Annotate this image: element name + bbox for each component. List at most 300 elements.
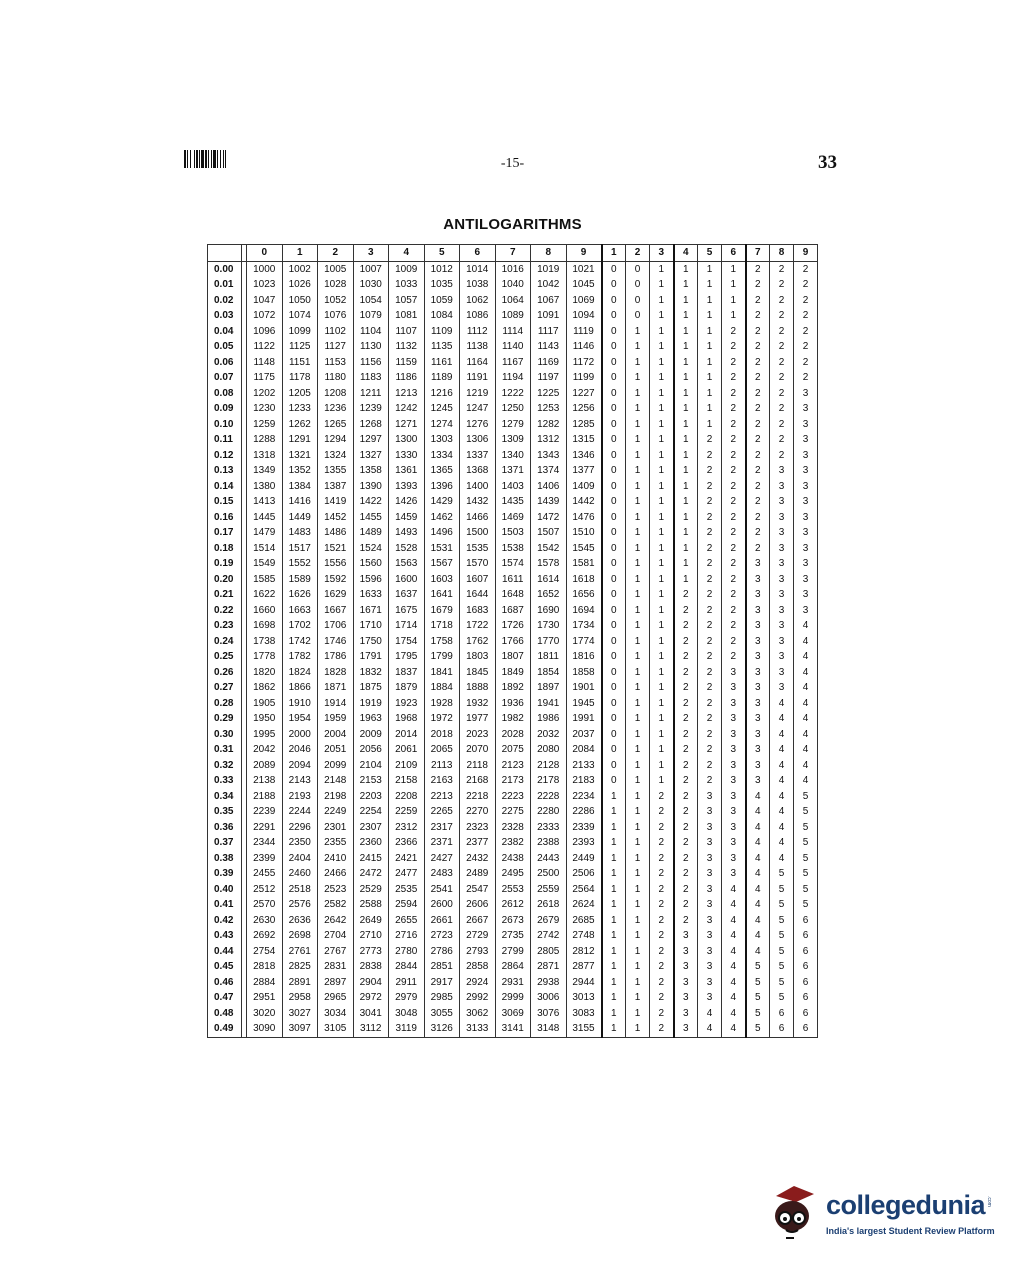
row-label: 0.25 [208,649,242,665]
column-header: 3 [650,245,674,262]
antilog-value-cell: 1862 [247,680,283,696]
antilog-value-cell: 1683 [460,603,496,619]
mean-difference-cell: 5 [746,1006,770,1022]
mean-difference-cell: 1 [674,448,698,464]
antilog-value-cell: 1452 [318,510,354,526]
mean-difference-cell: 1 [650,727,674,743]
antilog-value-cell: 1875 [353,680,389,696]
antilog-value-cell: 1435 [495,494,531,510]
antilog-value-cell: 1991 [566,711,602,727]
antilog-value-cell: 1432 [460,494,496,510]
antilog-value-cell: 1104 [353,324,389,340]
antilog-value-cell: 1897 [531,680,567,696]
mean-difference-cell: 2 [746,494,770,510]
collegedunia-logo [768,1178,998,1250]
mean-difference-cell: 1 [650,587,674,603]
mean-difference-cell: 1 [626,525,650,541]
mean-difference-cell: 5 [794,835,818,851]
table-row [208,541,818,557]
antilog-value-cell: 2328 [495,820,531,836]
column-header: 4 [674,245,698,262]
antilog-value-cell: 1072 [247,308,283,324]
mean-difference-cell: 3 [722,820,746,836]
mean-difference-cell: 4 [794,665,818,681]
row-label: 0.29 [208,711,242,727]
mean-difference-cell: 3 [746,680,770,696]
mean-difference-cell: 3 [674,1021,698,1037]
antilog-value-cell: 2438 [495,851,531,867]
antilog-value-cell: 1928 [424,696,460,712]
mean-difference-cell: 1 [674,339,698,355]
mean-difference-cell: 4 [770,851,794,867]
mean-difference-cell: 0 [602,618,626,634]
antilog-value-cell: 1611 [495,572,531,588]
table-row [208,355,818,371]
mean-difference-cell: 3 [794,417,818,433]
antilog-value-cell: 1549 [247,556,283,572]
table-row [208,587,818,603]
row-label: 0.28 [208,696,242,712]
antilog-value-cell: 1950 [247,711,283,727]
mean-difference-cell: 3 [794,386,818,402]
table-row [208,696,818,712]
mean-difference-cell: 2 [770,355,794,371]
antilog-value-cell: 1352 [282,463,318,479]
mean-difference-cell: 1 [674,401,698,417]
antilog-value-cell: 1828 [318,665,354,681]
antilog-value-cell: 2489 [460,866,496,882]
table-row [208,603,818,619]
antilog-value-cell: 2427 [424,851,460,867]
table-row [208,835,818,851]
antilog-value-cell: 2168 [460,773,496,789]
table-row [208,463,818,479]
antilog-value-cell: 2588 [353,897,389,913]
antilog-value-cell: 1923 [389,696,425,712]
mean-difference-cell: 6 [770,1021,794,1037]
antilog-value-cell: 2333 [531,820,567,836]
antilog-value-cell: 1327 [353,448,389,464]
mean-difference-cell: 4 [770,820,794,836]
antilog-value-cell: 1343 [531,448,567,464]
antilog-value-cell: 1905 [247,696,283,712]
mean-difference-cell: 1 [674,417,698,433]
mean-difference-cell: 4 [722,1006,746,1022]
mean-difference-cell: 2 [698,773,722,789]
mean-difference-cell: 4 [746,913,770,929]
antilog-value-cell: 1968 [389,711,425,727]
mean-difference-cell: 3 [746,742,770,758]
antilog-value-cell: 1081 [389,308,425,324]
antilog-value-cell: 1706 [318,618,354,634]
mean-difference-cell: 0 [602,479,626,495]
antilog-value-cell: 2636 [282,913,318,929]
antilog-value-cell: 1936 [495,696,531,712]
mean-difference-cell: 0 [602,727,626,743]
antilog-value-cell: 2228 [531,789,567,805]
antilog-value-cell: 2032 [531,727,567,743]
mean-difference-cell: 4 [794,727,818,743]
antilog-value-cell: 3148 [531,1021,567,1037]
antilog-value-cell: 1629 [318,587,354,603]
antilog-value-cell: 2891 [282,975,318,991]
antilog-value-cell: 1644 [460,587,496,603]
antilog-value-cell: 1000 [247,261,283,277]
mean-difference-cell: 2 [746,401,770,417]
mean-difference-cell: 0 [602,370,626,386]
antilog-value-cell: 2075 [495,742,531,758]
mean-difference-cell: 1 [650,448,674,464]
antilog-value-cell: 2710 [353,928,389,944]
mean-difference-cell: 2 [674,758,698,774]
mean-difference-cell: 1 [602,975,626,991]
antilog-value-cell: 1167 [495,355,531,371]
mean-difference-cell: 3 [674,1006,698,1022]
antilog-value-cell: 2254 [353,804,389,820]
mean-difference-cell: 2 [746,355,770,371]
mean-difference-cell: 0 [602,401,626,417]
mean-difference-cell: 3 [722,711,746,727]
mean-difference-cell: 4 [746,944,770,960]
mean-difference-cell: 1 [626,866,650,882]
antilog-value-cell: 1021 [566,261,602,277]
antilog-value-cell: 1445 [247,510,283,526]
antilog-value-cell: 1521 [318,541,354,557]
mean-difference-cell: 1 [650,261,674,277]
antilog-value-cell: 1824 [282,665,318,681]
table-row [208,773,818,789]
row-label: 0.07 [208,370,242,386]
column-header: 6 [460,245,496,262]
antilog-value-cell: 1945 [566,696,602,712]
mean-difference-cell: 2 [770,277,794,293]
mean-difference-cell: 0 [602,556,626,572]
antilog-value-cell: 3141 [495,1021,531,1037]
mean-difference-cell: 0 [602,494,626,510]
antilog-value-cell: 1746 [318,634,354,650]
antilog-value-cell: 1130 [353,339,389,355]
mean-difference-cell: 1 [674,355,698,371]
antilog-value-cell: 1507 [531,525,567,541]
mean-difference-cell: 1 [650,618,674,634]
mean-difference-cell: 2 [674,773,698,789]
antilog-value-cell: 3155 [566,1021,602,1037]
mean-difference-cell: 1 [674,510,698,526]
mean-difference-cell: 2 [722,603,746,619]
antilog-value-cell: 1607 [460,572,496,588]
mean-difference-cell: 5 [794,804,818,820]
mean-difference-cell: 4 [698,1006,722,1022]
mean-difference-cell: 4 [722,913,746,929]
mean-difference-cell: 5 [794,866,818,882]
mean-difference-cell: 2 [722,649,746,665]
antilog-value-cell: 1426 [389,494,425,510]
antilog-value-cell: 2213 [424,789,460,805]
mean-difference-cell: 1 [626,355,650,371]
antilog-value-cell: 1233 [282,401,318,417]
mean-difference-cell: 4 [746,882,770,898]
mean-difference-cell: 3 [722,851,746,867]
mean-difference-cell: 1 [698,261,722,277]
table-row [208,711,818,727]
mean-difference-cell: 1 [626,556,650,572]
antilog-value-cell: 3069 [495,1006,531,1022]
mean-difference-cell: 2 [770,261,794,277]
mean-difference-cell: 2 [746,370,770,386]
antilog-value-cell: 1189 [424,370,460,386]
antilog-value-cell: 1472 [531,510,567,526]
antilog-value-cell: 2046 [282,742,318,758]
mean-difference-cell: 4 [770,696,794,712]
mean-difference-cell: 4 [746,835,770,851]
antilog-value-cell: 2350 [282,835,318,851]
antilog-value-cell: 1799 [424,649,460,665]
antilog-value-cell: 1982 [495,711,531,727]
mean-difference-cell: 3 [722,804,746,820]
antilog-value-cell: 1866 [282,680,318,696]
antilog-value-cell: 1112 [460,324,496,340]
mean-difference-cell: 0 [602,572,626,588]
mean-difference-cell: 0 [602,355,626,371]
mean-difference-cell: 2 [674,603,698,619]
antilog-value-cell: 1871 [318,680,354,696]
mean-difference-cell: 1 [674,494,698,510]
antilog-value-cell: 1778 [247,649,283,665]
mean-difference-cell: 2 [746,525,770,541]
antilog-value-cell: 1750 [353,634,389,650]
mean-difference-cell: 2 [794,370,818,386]
antilog-value-cell: 1442 [566,494,602,510]
mean-difference-cell: 3 [746,711,770,727]
mean-difference-cell: 5 [746,959,770,975]
mean-difference-cell: 3 [770,479,794,495]
mean-difference-cell: 0 [602,711,626,727]
mean-difference-cell: 3 [746,727,770,743]
antilog-value-cell: 2931 [495,975,531,991]
antilog-value-cell: 2972 [353,990,389,1006]
antilog-value-cell: 1528 [389,541,425,557]
mean-difference-cell: 3 [794,479,818,495]
antilog-value-cell: 2630 [247,913,283,929]
antilog-value-cell: 2704 [318,928,354,944]
mean-difference-cell: 1 [626,324,650,340]
mean-difference-cell: 1 [650,293,674,309]
mean-difference-cell: 3 [698,913,722,929]
mean-difference-cell: 3 [770,634,794,650]
antilog-value-cell: 1845 [460,665,496,681]
antilog-value-cell: 1618 [566,572,602,588]
antilog-value-cell: 1503 [495,525,531,541]
mean-difference-cell: 1 [650,479,674,495]
row-label: 0.22 [208,603,242,619]
antilog-value-cell: 1807 [495,649,531,665]
mean-difference-cell: 2 [674,587,698,603]
table-row [208,401,818,417]
mean-difference-cell: 1 [650,572,674,588]
mean-difference-cell: 2 [722,572,746,588]
antilog-value-cell: 1297 [353,432,389,448]
antilog-value-cell: 2606 [460,897,496,913]
mean-difference-cell: 1 [626,463,650,479]
antilog-value-cell: 2897 [318,975,354,991]
mean-difference-cell: 2 [698,603,722,619]
antilog-value-cell: 1330 [389,448,425,464]
mean-difference-cell: 4 [794,773,818,789]
mean-difference-cell: 2 [650,789,674,805]
mean-difference-cell: 2 [722,417,746,433]
mean-difference-cell: 2 [674,618,698,634]
antilog-value-cell: 1758 [424,634,460,650]
table-row [208,277,818,293]
antilog-value-cell: 1038 [460,277,496,293]
mean-difference-cell: 5 [794,882,818,898]
column-header: 8 [531,245,567,262]
antilog-value-cell: 1169 [531,355,567,371]
row-label: 0.31 [208,742,242,758]
antilog-value-cell: 2773 [353,944,389,960]
mean-difference-cell: 2 [698,634,722,650]
antilog-value-cell: 1791 [353,649,389,665]
mean-difference-cell: 2 [770,308,794,324]
row-label: 0.24 [208,634,242,650]
mean-difference-cell: 3 [794,556,818,572]
antilog-value-cell: 2432 [460,851,496,867]
antilog-value-cell: 1107 [389,324,425,340]
mean-difference-cell: 4 [722,882,746,898]
mean-difference-cell: 5 [794,789,818,805]
row-label: 0.00 [208,261,242,277]
antilog-value-cell: 1841 [424,665,460,681]
mean-difference-cell: 1 [650,432,674,448]
column-header: 4 [389,245,425,262]
row-label: 0.10 [208,417,242,433]
antilog-value-cell: 1355 [318,463,354,479]
antilog-value-cell: 1091 [531,308,567,324]
antilog-value-cell: 1466 [460,510,496,526]
antilog-value-cell: 1268 [353,417,389,433]
antilog-value-cell: 2183 [566,773,602,789]
mean-difference-cell: 1 [674,463,698,479]
antilog-value-cell: 1282 [531,417,567,433]
antilog-value-cell: 2118 [460,758,496,774]
mean-difference-cell: 1 [602,1021,626,1037]
antilog-value-cell: 1023 [247,277,283,293]
mean-difference-cell: 1 [626,494,650,510]
mean-difference-cell: 0 [602,742,626,758]
antilog-value-cell: 1117 [531,324,567,340]
antilog-value-cell: 2128 [531,758,567,774]
antilog-value-cell: 2472 [353,866,389,882]
mean-difference-cell: 3 [746,649,770,665]
mean-difference-cell: 4 [794,711,818,727]
table-row [208,665,818,681]
mean-difference-cell: 1 [674,293,698,309]
antilog-value-cell: 1888 [460,680,496,696]
mean-difference-cell: 2 [746,479,770,495]
antilog-value-cell: 1225 [531,386,567,402]
antilog-value-cell: 1963 [353,711,389,727]
antilog-value-cell: 2655 [389,913,425,929]
mean-difference-cell: 5 [770,928,794,944]
antilog-value-cell: 1774 [566,634,602,650]
mean-difference-cell: 3 [770,463,794,479]
antilog-value-cell: 2965 [318,990,354,1006]
antilog-value-cell: 1556 [318,556,354,572]
antilog-value-cell: 1045 [566,277,602,293]
mean-difference-cell: 1 [602,882,626,898]
mean-difference-cell: 3 [746,618,770,634]
antilog-value-cell: 1050 [282,293,318,309]
mean-difference-cell: 3 [794,401,818,417]
mean-difference-cell: 3 [674,959,698,975]
mean-difference-cell: 2 [650,882,674,898]
table-row [208,897,818,913]
antilog-value-cell: 3112 [353,1021,389,1037]
mean-difference-cell: 3 [746,634,770,650]
table-row [208,634,818,650]
table-header-row [208,245,818,262]
antilog-value-cell: 1390 [353,479,389,495]
mean-difference-cell: 3 [746,572,770,588]
mean-difference-cell: 1 [674,261,698,277]
antilog-value-cell: 1019 [531,261,567,277]
antilog-value-cell: 2483 [424,866,460,882]
mean-difference-cell: 3 [770,587,794,603]
antilog-value-cell: 2259 [389,804,425,820]
mean-difference-cell: 5 [746,975,770,991]
antilog-value-cell: 1531 [424,541,460,557]
mean-difference-cell: 1 [698,401,722,417]
antilog-value-cell: 2944 [566,975,602,991]
antilog-value-cell: 1959 [318,711,354,727]
antilog-value-cell: 2218 [460,789,496,805]
mean-difference-cell: 1 [626,680,650,696]
table-row [208,308,818,324]
antilog-value-cell: 2455 [247,866,283,882]
table-row [208,448,818,464]
antilog-value-cell: 2399 [247,851,283,867]
mean-difference-cell: 1 [626,789,650,805]
antilog-value-cell: 1626 [282,587,318,603]
mean-difference-cell: 1 [650,308,674,324]
mean-difference-cell: 1 [602,990,626,1006]
antilog-value-cell: 3090 [247,1021,283,1037]
antilog-value-cell: 2547 [460,882,496,898]
antilog-value-cell: 2323 [460,820,496,836]
mean-difference-cell: 1 [650,773,674,789]
antilog-value-cell: 2877 [566,959,602,975]
mean-difference-cell: 0 [602,587,626,603]
mean-difference-cell: 2 [650,928,674,944]
antilog-value-cell: 1242 [389,401,425,417]
antilog-value-cell: 1368 [460,463,496,479]
antilog-value-cell: 1687 [495,603,531,619]
antilog-value-cell: 2884 [247,975,283,991]
antilog-value-cell: 2864 [495,959,531,975]
antilog-value-cell: 2270 [460,804,496,820]
mean-difference-cell: 1 [650,339,674,355]
mean-difference-cell: 3 [746,587,770,603]
antilog-value-cell: 1274 [424,417,460,433]
table-row [208,959,818,975]
table-row [208,1021,818,1037]
mean-difference-cell: 1 [650,603,674,619]
antilog-value-cell: 1479 [247,525,283,541]
antilog-value-cell: 2421 [389,851,425,867]
mean-difference-cell: 1 [674,525,698,541]
mean-difference-cell: 4 [770,804,794,820]
antilog-value-cell: 2404 [282,851,318,867]
